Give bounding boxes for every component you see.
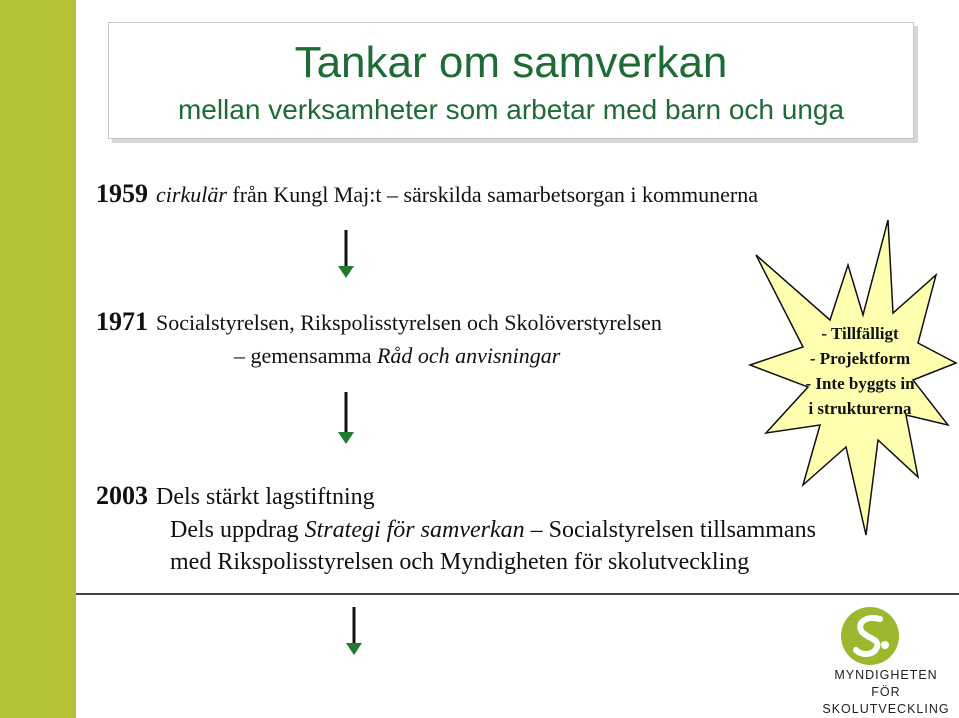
agency-logo-text xyxy=(818,667,954,718)
year-1971: 1971 xyxy=(96,307,148,336)
callout-text xyxy=(775,321,945,421)
divider-line xyxy=(76,593,959,595)
entry-text-prefix: – gemensamma xyxy=(234,343,372,368)
callout-item: - Inte byggts in xyxy=(805,374,915,393)
entry-text: från Kungl Maj:t – särskilda samarbetsorgan i kommunerna xyxy=(232,182,759,207)
arrow-down-icon xyxy=(336,230,356,280)
agency-logo-icon xyxy=(830,605,910,667)
timeline-entry-1971-line2 xyxy=(234,342,560,370)
timeline-entry-2003-line2 xyxy=(170,516,816,544)
left-accent-bar xyxy=(0,0,76,718)
page-title: Tankar om samverkan xyxy=(294,38,728,87)
arrow-down-icon xyxy=(344,607,364,657)
logo-line-1: MYNDIGHETEN FÖR xyxy=(834,668,938,699)
callout-item: - Tillfälligt xyxy=(821,324,899,343)
timeline-entry-1959 xyxy=(96,180,758,209)
doc-type: cirkulär xyxy=(156,182,227,207)
entry-text: Dels stärkt lagstiftning xyxy=(156,484,375,510)
logo-line-2: SKOLUTVECKLING xyxy=(822,702,950,716)
title-box xyxy=(108,22,914,139)
timeline-entry-2003 xyxy=(96,482,375,511)
doc-title: Råd och anvisningar xyxy=(376,343,561,368)
page-subtitle: mellan verksamheter som arbetar med barn och unga xyxy=(177,94,845,125)
timeline-entry-2003-line3 xyxy=(170,548,749,576)
year-1959: 1959 xyxy=(96,179,148,208)
callout-item: - Projektform xyxy=(809,349,911,368)
entry-text: Socialstyrelsen, Rikspolisstyrelsen och Skolöverstyrelsen xyxy=(156,310,662,335)
entry-text-prefix: Dels uppdrag xyxy=(170,517,299,543)
entry-text-suffix: – Socialstyrelsen tillsammans xyxy=(530,517,816,543)
entry-text: med Rikspolisstyrelsen och Myndigheten för skolutveckling xyxy=(170,549,750,575)
arrow-down-icon xyxy=(336,392,356,446)
callout-item: i strukturerna xyxy=(808,399,912,418)
doc-title: Strategi för samverkan xyxy=(304,517,525,543)
timeline-entry-1971 xyxy=(96,308,662,337)
year-2003: 2003 xyxy=(96,481,148,510)
